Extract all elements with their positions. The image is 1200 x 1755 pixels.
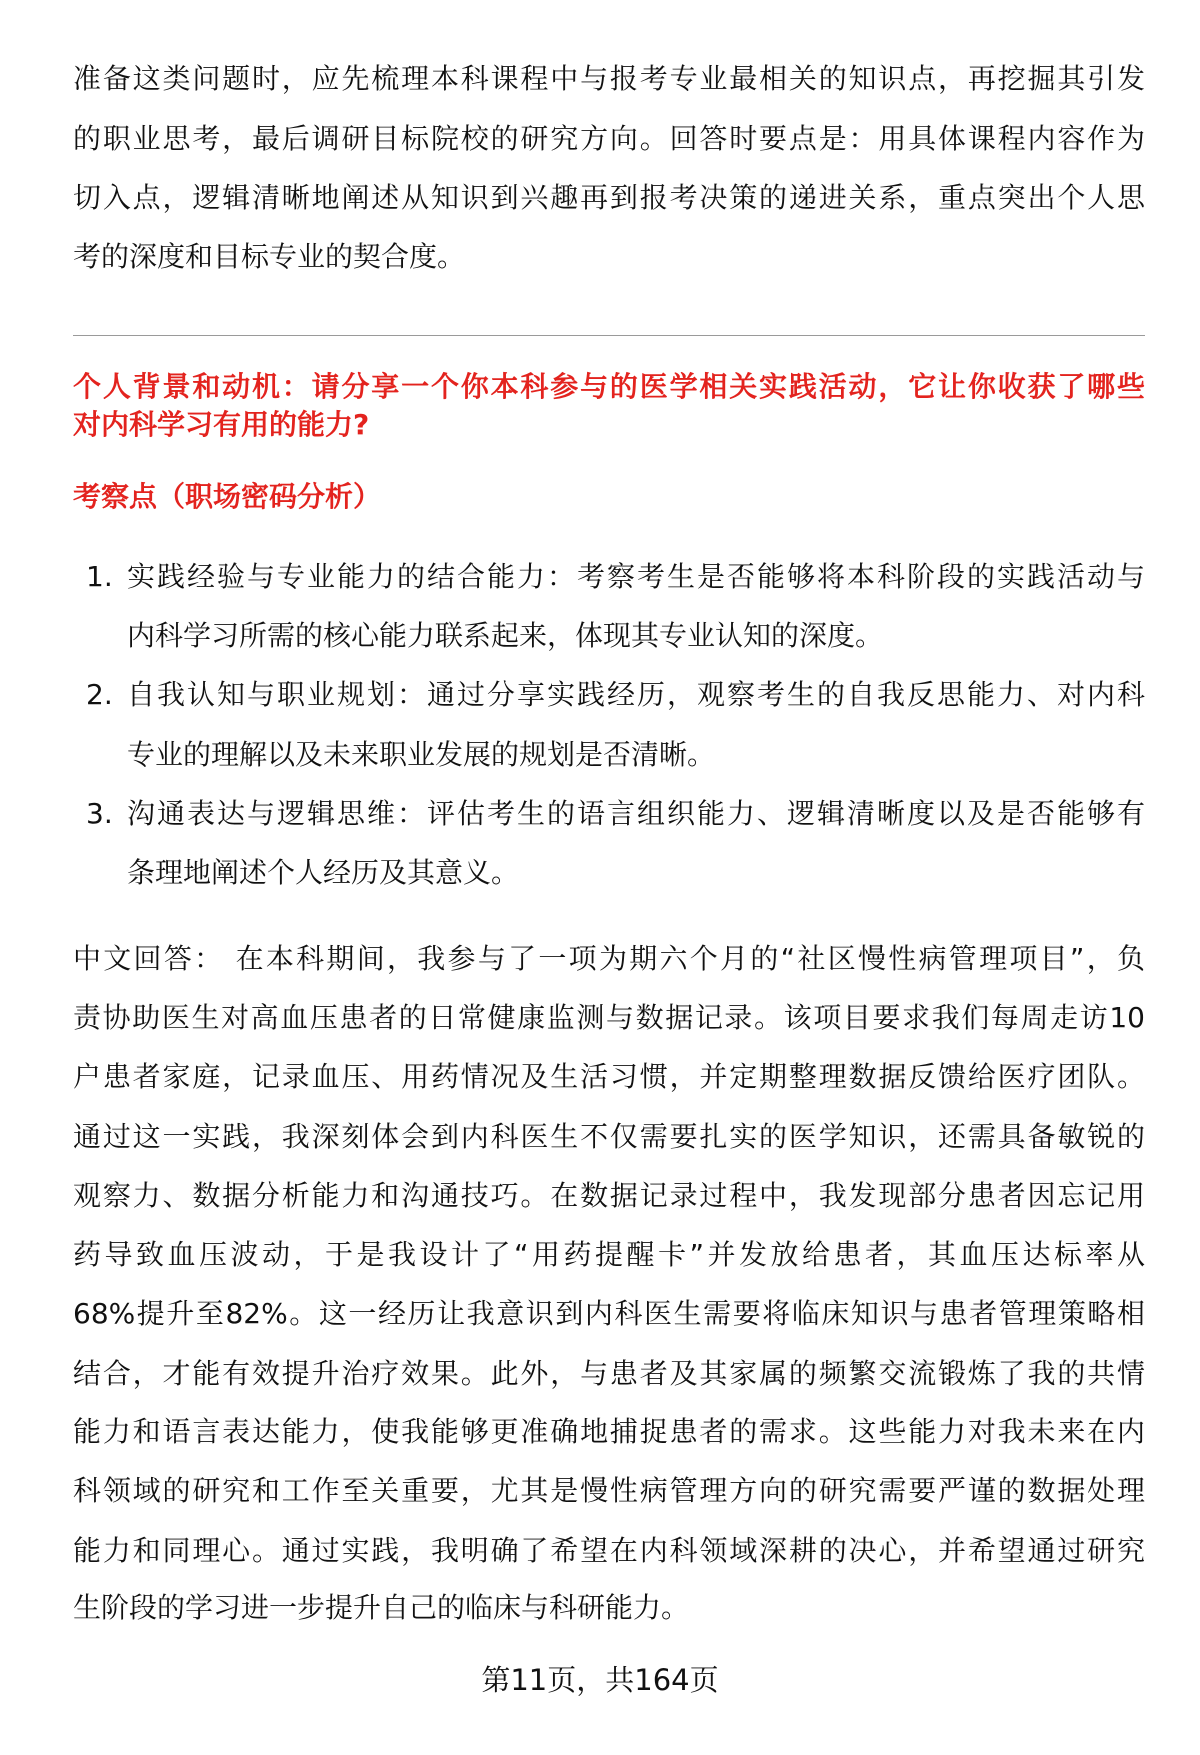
- intro-line: 准备这类问题时，应先梳理本科课程中与报考专业最相关的知识点，再挖掘其引发: [73, 62, 1145, 95]
- answer-line: 能力和同理心。通过实践，我明确了希望在内科领域深耕的决心，并希望通过研究: [73, 1534, 1145, 1567]
- list-item: 实践经验与专业能力的结合能力：考察考生是否能够将本科阶段的实践活动与: [127, 560, 1145, 593]
- answer-line: 科领域的研究和工作至关重要，尤其是慢性病管理方向的研究需要严谨的数据处理: [73, 1474, 1145, 1507]
- answer-line: 药导致血压波动，于是我设计了“用药提醒卡”并发放给患者，其血压达标率从: [73, 1238, 1145, 1271]
- answer-line: 责协助医生对高血压患者的日常健康监测与数据记录。该项目要求我们每周走访10: [73, 1001, 1145, 1034]
- question-heading: 对内科学习有用的能力?: [73, 408, 370, 441]
- answer-line: 能力和语言表达能力，使我能够更准确地捕捉患者的需求。这些能力对我未来在内: [73, 1415, 1145, 1448]
- answer-line: 生阶段的学习进一步提升自己的临床与科研能力。: [73, 1591, 690, 1624]
- list-item: 自我认知与职业规划：通过分享实践经历，观察考生的自我反思能力、对内科: [127, 678, 1145, 711]
- list-item: 内科学习所需的核心能力联系起来，体现其专业认知的深度。: [127, 619, 884, 652]
- list-item: 条理地阐述个人经历及其意义。: [127, 856, 520, 889]
- answer-line: 中文回答： 在本科期间，我参与了一项为期六个月的“社区慢性病管理项目”，负: [73, 942, 1145, 975]
- list-number: 2.: [86, 678, 113, 711]
- list-item: 沟通表达与逻辑思维：评估考生的语言组织能力、逻辑清晰度以及是否能够有: [127, 797, 1145, 830]
- list-number: 1.: [86, 560, 113, 593]
- answer-line: 观察力、数据分析能力和沟通技巧。在数据记录过程中，我发现部分患者因忘记用: [73, 1179, 1145, 1212]
- answer-line: 通过这一实践，我深刻体会到内科医生不仅需要扎实的医学知识，还需具备敏锐的: [73, 1120, 1145, 1153]
- answer-line: 结合，才能有效提升治疗效果。此外，与患者及其家属的频繁交流锻炼了我的共情: [73, 1357, 1145, 1390]
- intro-line: 的职业思考，最后调研目标院校的研究方向。回答时要点是：用具体课程内容作为: [73, 122, 1145, 155]
- list-number: 3.: [86, 797, 113, 830]
- intro-line: 考的深度和目标专业的契合度。: [73, 240, 466, 273]
- focus-heading: 考察点（职场密码分析）: [73, 480, 382, 513]
- question-heading: 个人背景和动机：请分享一个你本科参与的医学相关实践活动，它让你收获了哪些: [73, 370, 1145, 403]
- answer-line: 68%提升至82%。这一经历让我意识到内科医生需要将临床知识与患者管理策略相: [73, 1297, 1145, 1330]
- divider: [73, 335, 1145, 336]
- intro-line: 切入点，逻辑清晰地阐述从知识到兴趣再到报考决策的递进关系，重点突出个人思: [73, 181, 1145, 214]
- list-item: 专业的理解以及未来职业发展的规划是否清晰。: [127, 738, 716, 771]
- page-number: 第11页，共164页: [481, 1663, 719, 1697]
- answer-line: 户患者家庭，记录血压、用药情况及生活习惯，并定期整理数据反馈给医疗团队。: [73, 1060, 1145, 1093]
